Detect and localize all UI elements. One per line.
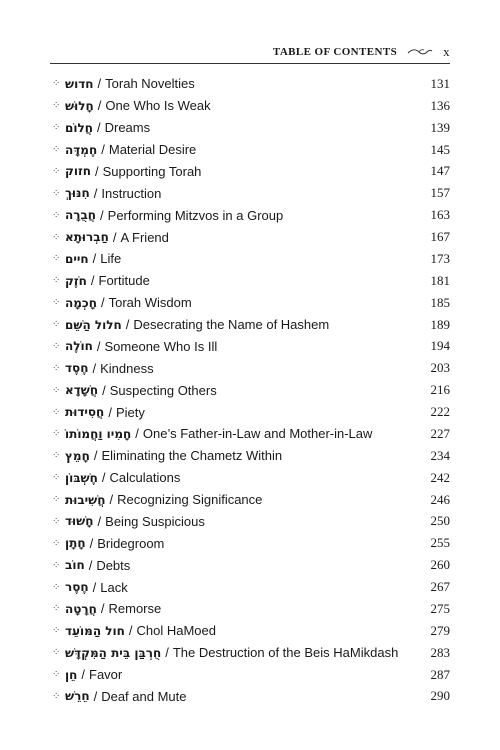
toc-entry-separator: / <box>97 98 102 114</box>
toc-entry-page: 131 <box>430 75 450 91</box>
toc-entry-separator: / <box>135 426 139 442</box>
toc-entry-hebrew: חוֹב <box>65 558 85 573</box>
diamond-bullet-icon: ⁘ <box>52 559 61 571</box>
toc-entry-separator: / <box>108 404 112 420</box>
toc-entry-page: 163 <box>430 207 450 223</box>
flourish-ornament-icon <box>407 47 433 57</box>
toc-entry-hebrew: חדוש <box>65 76 94 91</box>
toc-entry-title: Being Suspicious <box>105 513 205 529</box>
running-header <box>50 42 450 62</box>
toc-entry-separator: / <box>101 470 106 486</box>
diamond-bullet-icon: ⁘ <box>52 362 61 374</box>
toc-entry-page: 275 <box>430 600 450 616</box>
toc-entry-page: 267 <box>430 579 450 595</box>
toc-entry-separator: / <box>92 579 97 595</box>
toc-entry <box>50 314 450 336</box>
toc-entry-title: Eliminating the Chametz Within <box>101 448 283 464</box>
diamond-bullet-icon: ⁘ <box>52 275 61 287</box>
toc-entry-page: 279 <box>430 622 450 638</box>
diamond-bullet-icon: ⁘ <box>52 253 61 265</box>
toc-entry-title: Recognizing Significance <box>117 492 263 508</box>
diamond-bullet-icon: ⁘ <box>52 406 61 418</box>
toc-entry-hebrew: חָמִיו וַחֲמוֹתוֹ <box>65 426 132 441</box>
diamond-bullet-icon: ⁘ <box>52 515 61 527</box>
diamond-bullet-icon: ⁘ <box>52 297 61 309</box>
toc-entry-hebrew: חזוק <box>65 164 92 179</box>
toc-entry-page: 246 <box>430 491 450 507</box>
toc-entry <box>50 357 450 379</box>
toc-entry-page: 255 <box>430 535 450 551</box>
toc-entry-page: 157 <box>430 185 450 201</box>
toc-entry-page: 260 <box>430 557 450 573</box>
diamond-bullet-icon: ⁘ <box>52 340 61 352</box>
toc-entry <box>50 292 450 314</box>
toc-entry-hebrew: חָכְמָה <box>65 295 97 310</box>
diamond-bullet-icon: ⁘ <box>52 690 61 702</box>
diamond-bullet-icon: ⁘ <box>52 384 61 396</box>
toc-entry <box>50 73 450 95</box>
toc-entry-separator: / <box>128 623 133 639</box>
diamond-bullet-icon: ⁘ <box>52 472 61 484</box>
diamond-bullet-icon: ⁘ <box>52 144 61 156</box>
toc-entry <box>50 139 450 161</box>
table-of-contents-list <box>50 73 450 707</box>
toc-entry-page: 234 <box>430 447 450 463</box>
toc-entry-hebrew: חַבְרוּתָא <box>65 230 109 245</box>
diamond-bullet-icon: ⁘ <box>52 603 61 615</box>
toc-entry-hebrew: חָשׁוּד <box>65 514 94 529</box>
toc-entry-separator: / <box>92 360 97 376</box>
toc-entry-page: 287 <box>430 666 450 682</box>
toc-entry-title: Performing Mitzvos in a Group <box>107 207 284 223</box>
toc-entry-hebrew: חלול הַשֵּׁם <box>65 317 122 332</box>
toc-entry-separator: / <box>125 317 130 333</box>
toc-entry <box>50 401 450 423</box>
toc-entry-title: Torah Novelties <box>105 76 195 92</box>
toc-entry <box>50 598 450 620</box>
toc-entry-separator: / <box>109 492 114 508</box>
toc-entry-hebrew: חול הַמּוֹעֵד <box>65 623 125 638</box>
toc-entry-title: The Destruction of the Beis HaMikdash <box>172 645 399 661</box>
diamond-bullet-icon: ⁘ <box>52 537 61 549</box>
toc-entry-page: 136 <box>430 97 450 113</box>
toc-entry-title: Torah Wisdom <box>108 295 192 311</box>
toc-entry-separator: / <box>92 251 97 267</box>
diamond-bullet-icon: ⁘ <box>52 428 61 440</box>
toc-entry-hebrew: חֲרָטָה <box>65 601 97 616</box>
diamond-bullet-icon: ⁘ <box>52 78 61 90</box>
toc-entry-hebrew: חֶסֶר <box>65 580 89 595</box>
toc-entry <box>50 248 450 270</box>
toc-entry <box>50 226 450 248</box>
toc-entry-page: 167 <box>430 229 450 245</box>
toc-entry-title: One’s Father-in-Law and Mother-in-Law <box>142 426 373 442</box>
toc-entry-title: A Friend <box>120 229 169 245</box>
toc-entry-page: 145 <box>430 141 450 157</box>
toc-entry-hebrew: חֲבֻרָה <box>65 208 97 223</box>
toc-entry-separator: / <box>88 557 93 573</box>
diamond-bullet-icon: ⁘ <box>52 494 61 506</box>
toc-entry-separator: / <box>89 535 94 551</box>
toc-entry <box>50 664 450 686</box>
toc-entry-page: 147 <box>430 163 450 179</box>
toc-entry-page: 203 <box>430 360 450 376</box>
toc-entry-hebrew: חֲסִידוּת <box>65 405 105 420</box>
toc-entry-hebrew: חֵרֵשׁ <box>65 689 90 704</box>
toc-entry <box>50 117 450 139</box>
toc-entry-hebrew: חָמֵץ <box>65 448 90 463</box>
toc-entry <box>50 511 450 533</box>
diamond-bullet-icon: ⁘ <box>52 187 61 199</box>
toc-entry-separator: / <box>81 667 85 683</box>
toc-entry-separator: / <box>100 207 104 223</box>
diamond-bullet-icon: ⁘ <box>52 625 61 637</box>
toc-entry <box>50 576 450 598</box>
header-rule <box>50 63 450 64</box>
toc-entry-title: One Who Is Weak <box>105 98 211 114</box>
toc-entry-page: 222 <box>430 404 450 420</box>
toc-entry <box>50 95 450 117</box>
toc-entry-hebrew: חֲשָׁדָא <box>65 383 99 398</box>
toc-entry <box>50 204 450 226</box>
toc-entry-hebrew: חֲלוֹם <box>65 120 93 135</box>
toc-entry-page: 216 <box>430 382 450 398</box>
toc-entry-separator: / <box>95 163 99 179</box>
diamond-bullet-icon: ⁘ <box>52 669 61 681</box>
toc-entry-hebrew: חֻרְבַּן בֵּית הַמִּקְדָּשׁ <box>65 645 162 660</box>
diamond-bullet-icon: ⁘ <box>52 647 61 659</box>
toc-entry-page: 283 <box>430 644 450 660</box>
toc-entry-page: 185 <box>430 294 450 310</box>
toc-entry <box>50 379 450 401</box>
toc-entry <box>50 489 450 511</box>
toc-entry-separator: / <box>93 185 98 201</box>
diamond-bullet-icon: ⁘ <box>52 231 61 243</box>
toc-entry-title: Material Desire <box>108 142 197 158</box>
toc-entry <box>50 445 450 467</box>
toc-entry-title: Calculations <box>109 470 181 486</box>
toc-entry <box>50 620 450 642</box>
toc-entry-page: 194 <box>430 338 450 354</box>
toc-entry-separator: / <box>165 645 169 661</box>
toc-entry-page: 173 <box>430 250 450 266</box>
toc-entry-title: Supporting Torah <box>102 163 202 179</box>
diamond-bullet-icon: ⁘ <box>52 209 61 221</box>
toc-entry-separator: / <box>93 448 98 464</box>
toc-entry <box>50 182 450 204</box>
toc-entry-title: Debts <box>96 557 131 573</box>
toc-entry-page: 181 <box>430 272 450 288</box>
toc-entry-title: Dreams <box>104 120 151 136</box>
toc-entry-separator: / <box>101 142 105 158</box>
toc-entry-hebrew: חֹזֶק <box>65 273 87 288</box>
toc-entry-title: Life <box>100 251 122 267</box>
toc-entry <box>50 270 450 292</box>
toc-entry-separator: / <box>93 688 98 704</box>
toc-entry-hebrew: חֶשְׁבּוֹן <box>65 470 98 485</box>
toc-entry-hebrew: חֵן <box>65 667 78 682</box>
header-page-number: x <box>443 44 450 59</box>
diamond-bullet-icon: ⁘ <box>52 450 61 462</box>
toc-entry <box>50 423 450 445</box>
toc-entry-page: 290 <box>430 688 450 704</box>
toc-entry <box>50 467 450 489</box>
toc-entry <box>50 686 450 708</box>
toc-entry-separator: / <box>112 229 117 245</box>
toc-entry-title: Kindness <box>100 360 154 376</box>
toc-entry-separator: / <box>96 338 101 354</box>
toc-entry-title: Lack <box>100 579 128 595</box>
toc-entry-separator: / <box>90 273 95 289</box>
toc-entry-hebrew: חֶמְדָּה <box>65 142 98 157</box>
toc-entry-title: Someone Who Is Ill <box>104 338 218 354</box>
toc-entry-title: Suspecting Others <box>109 382 217 398</box>
toc-entry <box>50 642 450 664</box>
toc-entry-title: Instruction <box>101 185 162 201</box>
diamond-bullet-icon: ⁘ <box>52 581 61 593</box>
toc-entry-separator: / <box>100 601 105 617</box>
toc-entry <box>50 532 450 554</box>
toc-entry-title: Fortitude <box>98 273 150 289</box>
toc-entry-title: Bridegroom <box>97 535 165 551</box>
diamond-bullet-icon: ⁘ <box>52 319 61 331</box>
toc-entry-hebrew: חָלוּשׁ <box>65 98 94 113</box>
toc-entry-separator: / <box>100 295 105 311</box>
toc-entry-title: Chol HaMoed <box>136 623 217 639</box>
toc-entry-hebrew: חיים <box>65 251 89 266</box>
toc-entry-page: 227 <box>430 425 450 441</box>
toc-entry-title: Deaf and Mute <box>101 688 187 704</box>
diamond-bullet-icon: ⁘ <box>52 100 61 112</box>
toc-entry-hebrew: חָתָן <box>65 536 86 551</box>
diamond-bullet-icon: ⁘ <box>52 165 61 177</box>
toc-entry-page: 189 <box>430 316 450 332</box>
toc-entry-title: Favor <box>89 667 123 683</box>
toc-entry <box>50 554 450 576</box>
toc-entry <box>50 336 450 358</box>
toc-entry-title: Remorse <box>108 601 162 617</box>
toc-entry-separator: / <box>102 382 106 398</box>
toc-entry-hebrew: חֶסֶד <box>65 361 89 376</box>
toc-entry-hebrew: חֲשִׁיבוּת <box>65 492 106 507</box>
toc-entry-hebrew: חִנּוּךְ <box>65 186 90 201</box>
toc-entry <box>50 161 450 183</box>
toc-entry-separator: / <box>96 120 101 136</box>
toc-entry-page: 139 <box>430 119 450 135</box>
toc-entry-separator: / <box>97 513 102 529</box>
toc-entry-hebrew: חוֹלֶה <box>65 339 93 354</box>
header-title: TABLE OF CONTENTS <box>272 46 398 58</box>
toc-entry-title: Desecrating the Name of Hashem <box>133 317 330 333</box>
toc-entry-title: Piety <box>115 404 145 420</box>
toc-entry-page: 242 <box>430 469 450 485</box>
toc-entry-page: 250 <box>430 513 450 529</box>
diamond-bullet-icon: ⁘ <box>52 122 61 134</box>
toc-entry-separator: / <box>97 76 102 92</box>
